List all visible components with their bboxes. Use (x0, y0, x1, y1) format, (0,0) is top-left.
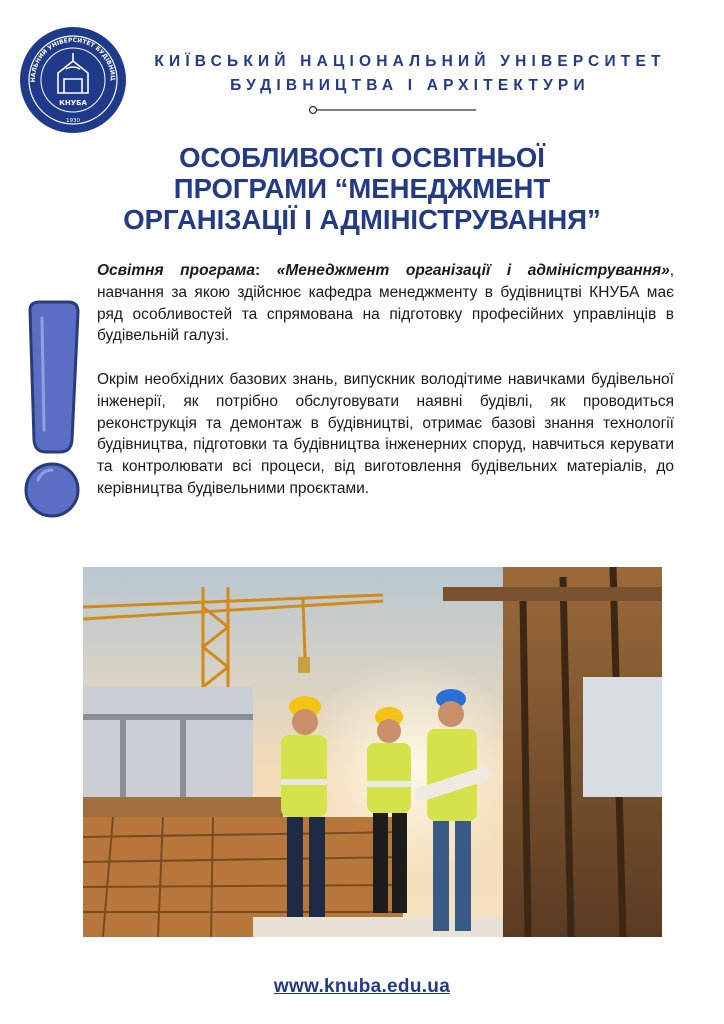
header-divider (308, 102, 478, 112)
construction-photo (83, 567, 662, 937)
paragraph-2: Окрім необхідних базових знань, випускник володітиме навичками будівельної інженерії, як потрібно обслуговувати наявні будівлі, як проводиться реконструкція та демонтаж в будівництві, отримає базові знання технології будівництва, підготовки та будівництва інженерних споруд, навчиться керувати та контролювати всі процеси, від виготовлення будівельних матеріалів, до керівництва будівельними проєктами. (97, 370, 674, 497)
paragraph-1-rest: , навчання за якою здійснює кафедра менеджменту в будівництві КНУБА має ряд особливостей та спрямована на підготовку професійних управлінців в будівельній галузі. (97, 262, 674, 345)
title-line2: ПРОГРАМИ “МЕНЕДЖМЕНТ (173, 173, 551, 204)
program-colon: : (255, 262, 277, 279)
description-text (97, 260, 674, 522)
university-name-line2: БУДІВНИЦТВА І АРХІТЕКТУРИ (230, 77, 590, 94)
page-title (30, 142, 694, 235)
university-name (130, 50, 690, 98)
exclamation-icon (22, 300, 84, 522)
program-lead: Освітня програма (97, 262, 256, 279)
university-name-line1: КИЇВСЬКИЙ НАЦІОНАЛЬНИЙ УНІВЕРСИТЕТ (154, 53, 666, 70)
title-line3: ОРГАНІЗАЦІЇ І АДМІНІСТРУВАННЯ” (123, 204, 601, 235)
paragraph-1 (97, 260, 674, 347)
program-name: «Менеджмент організації і адміністрування» (276, 262, 670, 279)
logo-ring-text: НАЛЬНИЙ УНІВЕРСИТЕТ БУДІВНИЦ (29, 36, 117, 83)
logo-center-text: КНУБА (59, 99, 87, 107)
website-link[interactable]: www.knuba.edu.ua (273, 976, 451, 997)
title-line1: ОСОБЛИВОСТІ ОСВІТНЬОЇ (179, 142, 545, 173)
university-logo (18, 25, 128, 135)
logo-year: 1930 (66, 118, 80, 124)
